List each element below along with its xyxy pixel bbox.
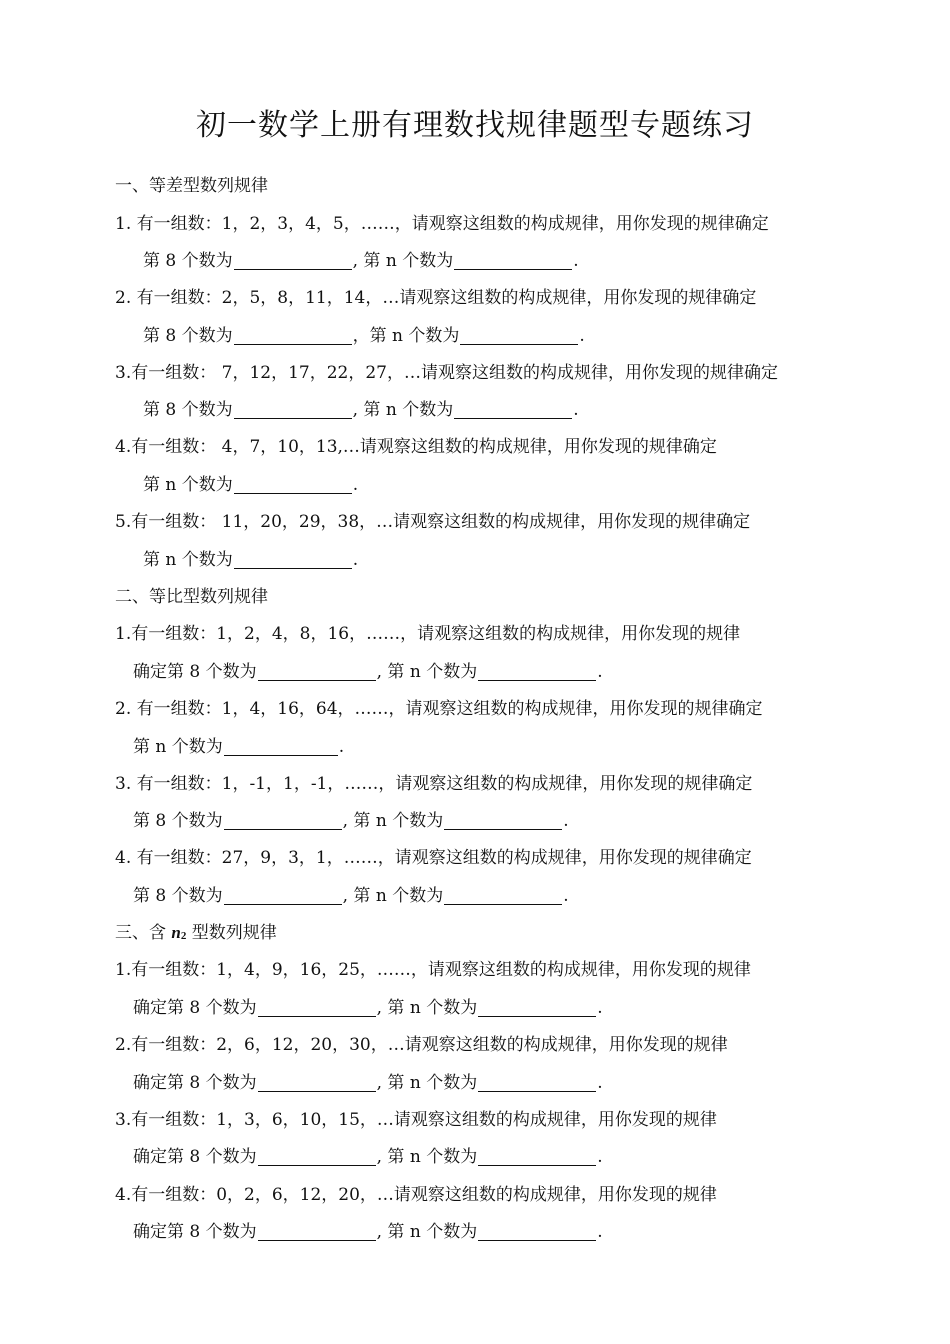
answer-prompt: 第 8 个数为 <box>143 400 233 420</box>
answer-prompt: 第 n 个数为 <box>358 251 454 271</box>
answer-blank[interactable] <box>444 809 562 830</box>
answer-blank[interactable] <box>478 996 596 1017</box>
question-text: 5.有一组数： 11，20，29，38，…请观察这组数的构成规律，用你发现的规律确定 <box>115 512 751 532</box>
section-heading-n-squared: 三、含 $n^2$ 型数列规律 <box>115 923 277 943</box>
answer-prompt: 第 8 个数为 <box>143 326 233 346</box>
question-text: 4.有一组数： 4，7，10，13,…请观察这组数的构成规律，用你发现的规律确定 <box>115 437 717 457</box>
answer-blank[interactable] <box>258 1071 376 1092</box>
answer-blank[interactable] <box>234 548 352 569</box>
answer-blank[interactable] <box>444 884 562 905</box>
question-text: 3.有一组数： 7，12，17，22，27，…请观察这组数的构成规律，用你发现的规律确定 <box>115 363 778 383</box>
answer-blank[interactable] <box>224 735 338 756</box>
answer-line: 确定第 8 个数为 , 第 n 个数为 . <box>133 1147 603 1167</box>
answer-prompt: 确定第 8 个数为 <box>133 1073 257 1093</box>
question-text: 1.有一组数：1，2，4，8，16，……，请观察这组数的构成规律，用你发现的规律 <box>115 624 741 644</box>
answer-line: 第 8 个数为 , 第 n 个数为 . <box>133 886 569 906</box>
answer-prompt: 第 n 个数为 <box>369 326 460 346</box>
answer-line: 确定第 8 个数为 , 第 n 个数为 . <box>133 1073 603 1093</box>
answer-prompt: 第 8 个数为 <box>143 251 233 271</box>
answer-line: 确定第 8 个数为 , 第 n 个数为 . <box>133 998 603 1018</box>
answer-line: 第 n 个数为 . <box>133 737 345 757</box>
answer-blank[interactable] <box>234 473 352 494</box>
answer-prompt: 第 n 个数为 <box>382 1147 478 1167</box>
question-text: 3. 有一组数：1，-1，1，-1，……，请观察这组数的构成规律，用你发现的规律确定 <box>115 774 753 794</box>
question-text: 1.有一组数：1，4，9，16，25，……，请观察这组数的构成规律，用你发现的规律 <box>115 960 751 980</box>
answer-blank[interactable] <box>478 660 596 681</box>
answer-prompt: 第 n 个数为 <box>143 475 233 495</box>
question-text: 4. 有一组数：27，9，3，1，……，请观察这组数的构成规律，用你发现的规律确定 <box>115 848 752 868</box>
answer-blank[interactable] <box>234 324 352 345</box>
answer-blank[interactable] <box>234 249 352 270</box>
answer-line: 第 8 个数为 , 第 n 个数为 . <box>143 251 579 271</box>
answer-prompt: 第 n 个数为 <box>382 662 478 682</box>
answer-blank[interactable] <box>478 1071 596 1092</box>
answer-prompt: 确定第 8 个数为 <box>133 1147 257 1167</box>
answer-prompt: 第 8 个数为 <box>133 811 223 831</box>
answer-line: 确定第 8 个数为 , 第 n 个数为 . <box>133 1222 603 1242</box>
question-text: 4.有一组数：0，2，6，12，20，…请观察这组数的构成规律，用你发现的规律 <box>115 1185 717 1205</box>
answer-prompt: 确定第 8 个数为 <box>133 662 257 682</box>
answer-blank[interactable] <box>224 884 342 905</box>
question-text: 1. 有一组数：1，2，3，4，5，……，请观察这组数的构成规律，用你发现的规律确定 <box>115 214 769 234</box>
answer-prompt: 第 n 个数为 <box>358 400 454 420</box>
answer-blank[interactable] <box>258 1220 376 1241</box>
answer-prompt: 第 n 个数为 <box>348 811 444 831</box>
answer-prompt: 确定第 8 个数为 <box>133 1222 257 1242</box>
answer-blank[interactable] <box>454 398 572 419</box>
section-heading-geometric: 二、等比型数列规律 <box>115 587 268 607</box>
answer-blank[interactable] <box>224 809 342 830</box>
answer-line: 第 n 个数为 . <box>143 550 359 570</box>
answer-prompt: 第 n 个数为 <box>382 1222 478 1242</box>
answer-blank[interactable] <box>460 324 578 345</box>
question-text: 2. 有一组数：2，5，8，11，14，…请观察这组数的构成规律，用你发现的规律确定 <box>115 288 757 308</box>
question-text: 2. 有一组数：1，4，16，64，……，请观察这组数的构成规律，用你发现的规律确定 <box>115 699 763 719</box>
answer-prompt: 第 n 个数为 <box>133 737 223 757</box>
answer-blank[interactable] <box>478 1220 596 1241</box>
answer-line: 第 8 个数为 , 第 n 个数为 . <box>143 400 579 420</box>
section-heading-arithmetic: 一、等差型数列规律 <box>115 176 268 196</box>
answer-blank[interactable] <box>258 1145 376 1166</box>
answer-prompt: 第 n 个数为 <box>382 998 478 1018</box>
n-squared-symbol: $n^2$ <box>171 923 187 942</box>
answer-blank[interactable] <box>258 660 376 681</box>
answer-blank[interactable] <box>454 249 572 270</box>
answer-prompt: 确定第 8 个数为 <box>133 998 257 1018</box>
page-title: 初一数学上册有理数找规律题型专题练习 <box>196 108 754 143</box>
answer-prompt: 第 n 个数为 <box>348 886 444 906</box>
answer-blank[interactable] <box>234 398 352 419</box>
question-text: 2.有一组数：2，6，12，20，30，…请观察这组数的构成规律，用你发现的规律 <box>115 1035 728 1055</box>
answer-line: 确定第 8 个数为 , 第 n 个数为 . <box>133 662 603 682</box>
answer-prompt: 第 8 个数为 <box>133 886 223 906</box>
answer-line: 第 8 个数为 , 第 n 个数为 . <box>133 811 569 831</box>
answer-blank[interactable] <box>478 1145 596 1166</box>
question-text: 3.有一组数：1，3，6，10，15，…请观察这组数的构成规律，用你发现的规律 <box>115 1110 717 1130</box>
answer-blank[interactable] <box>258 996 376 1017</box>
answer-line: 第 n 个数为 . <box>143 475 359 495</box>
answer-prompt: 第 n 个数为 <box>382 1073 478 1093</box>
answer-prompt: 第 n 个数为 <box>143 550 233 570</box>
answer-line: 第 8 个数为 ，第 n 个数为 . <box>143 326 585 346</box>
